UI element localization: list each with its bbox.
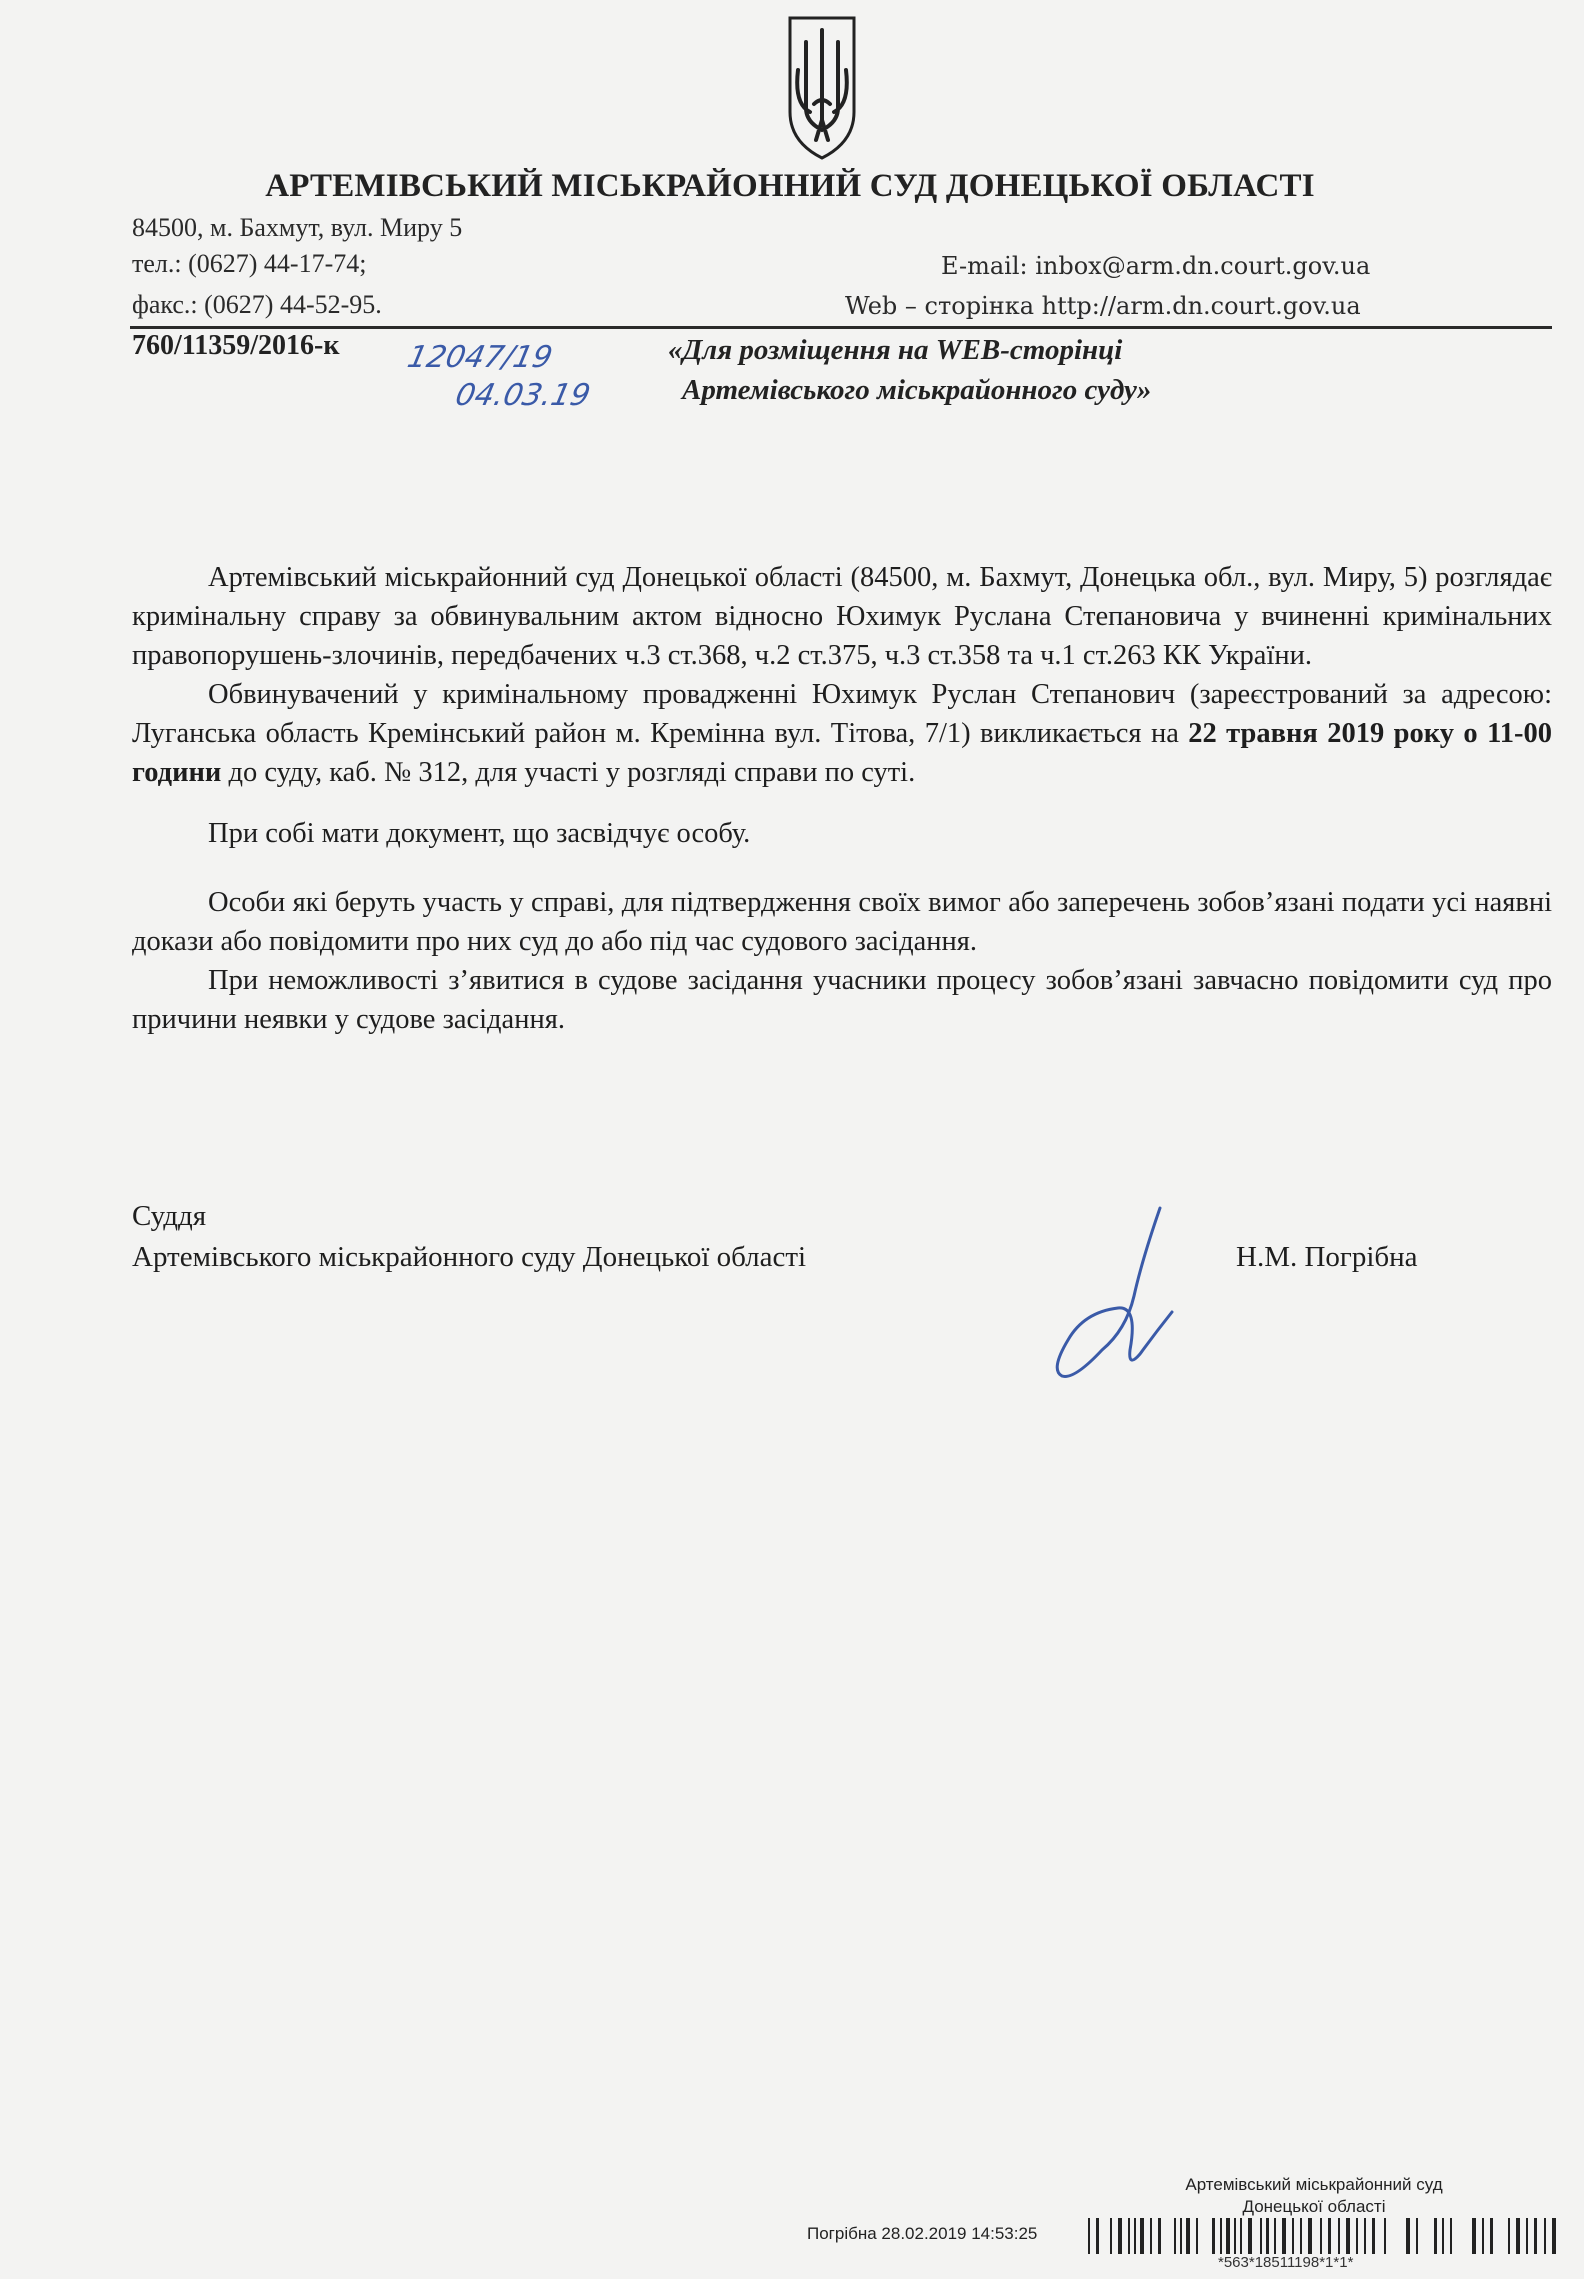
footer-court-line-2: Донецької області [1242, 2197, 1386, 2216]
court-phone: тел.: (0627) 44-17-74; [132, 249, 367, 278]
summons-text-start: Обвинувачений у кримінальному провадженні Юхимук Руслан Степанович (зареєстрований за адресою: Луганська область Кремінський район м. Кремінна вул. Тітова, 7/1) викликається на [132, 679, 1552, 749]
paragraph-summons [132, 675, 1552, 792]
court-email: E-mail: inbox@arm.dn.court.gov.ua [941, 252, 1371, 280]
trident-emblem-icon [784, 12, 860, 162]
paragraph-id-document: При собі мати документ, що засвідчує особу. [208, 818, 751, 849]
paragraph-case: Артемівський міськрайонний суд Донецької області (84500, м. Бахмут, Донецька обл., вул. Миру, 5) розглядає кримінальну справу за обвинувальним актом відносно Юхимук Руслана Степановича у вчиненні кримінальних правопорушень-злочинів, передбачених ч.3 ст.368, ч.2 ст.375, ч.3 ст.358 та ч.1 ст.263 КК України. [132, 562, 1552, 671]
judge-name: Н.М. Погрібна [1236, 1241, 1418, 1273]
court-website: Web – сторінка http://arm.dn.court.gov.ua [845, 292, 1361, 320]
barcode-icon [1088, 2218, 1558, 2254]
court-address: 84500, м. Бахмут, вул. Миру 5 [132, 213, 463, 242]
footer-court-line-1: Артемівський міськрайонний суд [1185, 2175, 1443, 2194]
registration-stamp: Погрібна 28.02.2019 14:53:25 [807, 2224, 1038, 2243]
addressee-line-2: Артемівського міськрайонного суду» [682, 374, 1152, 406]
signatory-court: Артемівського міськрайонного суду Донецької області [132, 1241, 807, 1273]
signatory-title: Суддя [132, 1200, 207, 1232]
paragraph-absence: При неможливості з’явитися в судове засідання учасники процесу зобов’язані завчасно повідомити суд про причини неявки у судове засідання. [132, 965, 1552, 1035]
court-title: АРТЕМІВСЬКИЙ МІСЬКРАЙОННИЙ СУД ДОНЕЦЬКОЇ ОБЛАСТІ [265, 168, 1315, 204]
handwritten-reg-number: 12047/19 [404, 340, 556, 375]
paragraph-evidence: Особи які беруть участь у справі, для підтвердження своїх вимог або заперечень зобов’язані подати усі наявні докази або повідомити про них суд до або під час судового засідання. [132, 887, 1552, 957]
addressee-block [668, 330, 1151, 410]
handwritten-reg-date: 04.03.19 [452, 378, 594, 413]
handwritten-signature [1022, 1200, 1192, 1400]
signatory-role [132, 1196, 806, 1278]
case-number: 760/11359/2016-к [132, 330, 340, 361]
handwritten-registration-note [404, 340, 628, 430]
header-divider [130, 326, 1552, 329]
letter-body [132, 558, 1552, 1039]
barcode-number: *563*18511198*1*1* [1218, 2254, 1354, 2271]
addressee-line-1: «Для розміщення на WEB-сторінці [668, 334, 1123, 366]
footer-court-name [1164, 2174, 1464, 2218]
court-fax: факс.: (0627) 44-52-95. [132, 290, 382, 319]
summons-text-end: до суду, каб. № 312, для участі у розгляді справи по суті. [221, 757, 916, 788]
hearing-datetime: 22 травня 2019 року о 11-00 години [132, 718, 1552, 788]
